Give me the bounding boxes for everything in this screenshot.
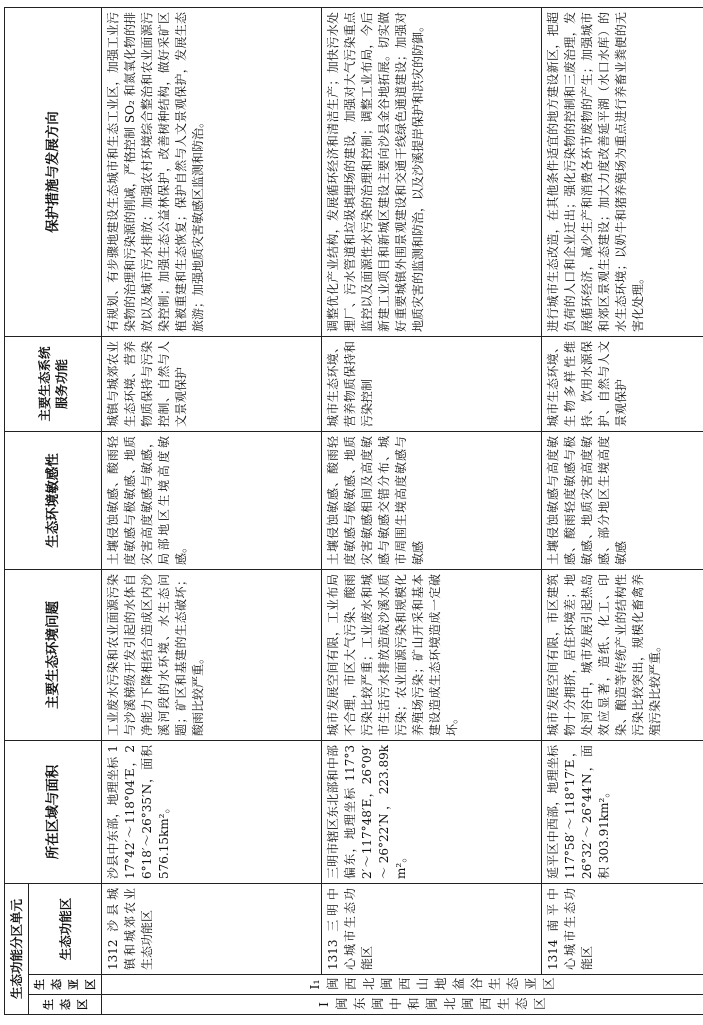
- sensitivity-cell: 土壤侵蚀敏感、酸雨轻度敏感与极敏感、地质灾害敏感相间及高度敏感与敏感交错分布、城市周围生境高度敏感与敏感: [322, 431, 542, 569]
- function-zone-cell: 1313 三明中心城市生态功能区: [322, 883, 542, 974]
- header-subzone: 生态亚区: [29, 975, 102, 995]
- header-measures: 保护措施与发展方向: [5, 7, 102, 336]
- header-problems: 主要生态环境问题: [5, 569, 102, 740]
- header-zone: 生态区: [29, 995, 102, 1015]
- sensitivity-cell: 土壤侵蚀敏感、酸雨轻度敏感与极敏感、地质灾害高度敏感与敏感，局部地区生境高度敏感。: [102, 431, 322, 569]
- table-row: [322, 7, 542, 1014]
- location-cell: 三明市辖区东北部和中部偏东，地理坐标 117°32′～117°48′E，26°09′～26°22′N，223.89km²。: [322, 740, 542, 883]
- zone-cell: Ⅰ闽东闽中和闽北闽西生态区: [102, 995, 703, 1015]
- services-cell: 城市生态环境、营养物质保持和污染控制: [322, 336, 542, 431]
- location-cell: 沙县中东部，地理坐标 117°42′～118°04′E，26°18′～26°35′N，面积 576.15km²。: [102, 740, 322, 883]
- problems-cell: 工业废水污染和农业面源污染与沙溪梯级开发引起的水体自净能力下降相结合造成区内沙溪河段的水环境、水生态问题；矿区和基建的生态破坏；酸雨比较严重。: [102, 569, 322, 740]
- measures-cell: 进行城市生态改造，在其他条件适宜的地方建设新区，把超负荷的人口和企业迁出；强化污染物的控制和三废治理，发展循环经济，减少生产和消费各环节废物的产生；加强城市和郊区景观生态建设；加大力度改善延平湖（水口水库）的水生态环境；以奶牛和猪养殖场为重点进行养畜业粪便的无害化处理。: [542, 7, 703, 336]
- subzone-cell: Ⅰ₁闽西北闽西山地盆谷生态亚区: [102, 975, 703, 995]
- problems-cell: 城市发展空间有限，工业布局不合理，市区大气污染、酸雨污染比较严重；工业废水和城市生活污水排放造成沙溪水质污染；农业面源污染和规模化养殖场污染；矿山开采和基本建设造成生态环境造成一定破坏。: [322, 569, 542, 740]
- services-cell: 城镇与城郊农业生态环境、营养物质保持与污染控制、自然与人文景观保护: [102, 336, 322, 431]
- function-zone-cell: 1314 南平中心城市生态功能区: [542, 883, 703, 974]
- function-zone-cell: 1312 沙县城镇和城郊农业生态功能区: [102, 883, 322, 974]
- header-location: 所在区域与面积: [5, 740, 102, 883]
- header-unit-group: 生态功能分区单元: [5, 883, 29, 1014]
- header-services: 主要生态系统服务功能: [5, 336, 102, 431]
- header-sensitivity: 生态环境敏感性: [5, 431, 102, 569]
- table-row: [542, 7, 703, 1014]
- table-row: [102, 7, 322, 1014]
- location-cell: 延平区中西部，地理坐标 117°58′～118°17′E，26°32′～26°44′N，面积 303.91km²。: [542, 740, 703, 883]
- services-cell: 城市生态环境、生物多样性维持、饮用水源保护、自然与人文景观保护: [542, 336, 703, 431]
- measures-cell: 有规划、有步骤地建设生态城市和生态工业区，加强工业污染物的治理和污染源的削减，严格控制 SO₂ 和氮氧化物的排放以及城市污水排放；加强农村环境综合整治和农业面源污染控制；加强生态公益林保护，改善树种结构，做好采矿区植被重建和生态恢复；保护自然与人文景观保护，发展生态旅游；加强地质灾害敏感区监测和防治。: [102, 7, 322, 336]
- eco-function-zone-table: [4, 7, 703, 1015]
- measures-cell: 调整优化产业结构，发展循环经济和清洁生产；加快污水处理厂、污水管道和垃圾填埋场的建设，加强对大气污染重点监控以及面源性水污染的治理和控制；调整工业布局，今后新建工业项目和新城区建设主要向沙县金谷地拓展。切实做好重要城镇外围景观建设和交通干线绿色通道建设；加强对地质灾害的监测和防治，以及沙溪提岸保护和洪灾的防御。: [322, 7, 542, 336]
- problems-cell: 城市发展空间有限，市区建筑物十分拥挤，居住环境差；地处河谷中，城市发展引起热岛效应显著，造纸、化工、印染、酿造等传统产业的结构性污染比较突出，规模化畜禽养殖污染比较严重。: [542, 569, 703, 740]
- sensitivity-cell: 土壤侵蚀敏感与高度敏感、酸雨轻度敏感与极敏感、地质灾害高度敏感、部分地区生境高度敏感: [542, 431, 703, 569]
- header-function-zone: 生态功能区: [29, 883, 102, 974]
